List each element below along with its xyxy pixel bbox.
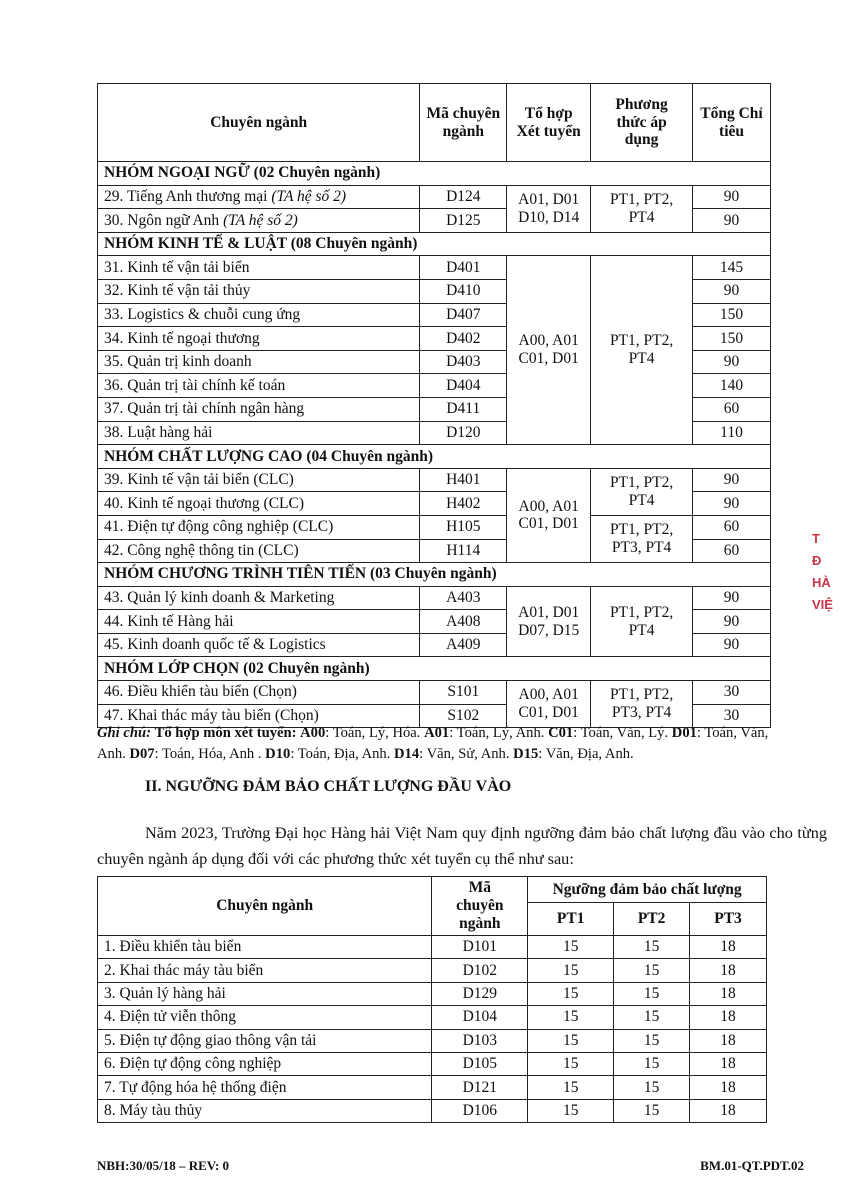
table-row xyxy=(98,515,771,539)
col-header-code-text: Mã chuyên ngành xyxy=(426,104,501,140)
group-row xyxy=(98,445,771,469)
quota-cell: 30 xyxy=(693,681,771,705)
major-code: D410 xyxy=(420,279,507,303)
major-note: (TA hệ số 2) xyxy=(223,211,298,229)
major-name xyxy=(98,681,420,705)
quota-cell: 145 xyxy=(693,256,771,280)
major-name-text: 29. Tiếng Anh thương mại xyxy=(104,187,268,205)
combination-cell: A00, A01 C01, D01 xyxy=(507,256,591,445)
quota-cell: 90 xyxy=(693,468,771,492)
major-name-text: 46. Điều khiển tàu biển (Chọn) xyxy=(104,683,297,701)
stamp-fragment xyxy=(812,528,833,616)
major-code: A408 xyxy=(420,610,507,634)
t2-major-code: D104 xyxy=(432,1006,528,1029)
t2-major-name: 5. Điện tự động giao thông vận tải xyxy=(98,1029,432,1052)
method-cell: PT1, PT2, PT3, PT4 xyxy=(591,515,693,562)
t2-major-name: 3. Quản lý hàng hải xyxy=(98,982,432,1005)
t2-major-name: 2. Khai thác máy tàu biển xyxy=(98,959,432,982)
major-name-text: 47. Khai thác máy tàu biển (Chọn) xyxy=(104,707,319,725)
major-code: S101 xyxy=(420,681,507,705)
major-code: H401 xyxy=(420,468,507,492)
major-code: D402 xyxy=(420,327,507,351)
footer-right: BM.01-QT.PDT.02 xyxy=(700,1158,804,1173)
section-paragraph: Năm 2023, Trường Đại học Hàng hải Việt Nam quy định ngưỡng đảm bảo chất lượng đầu vào cho từng chuyên ngành áp dụng đối với các phương thức xét tuyển cụ thể như sau: xyxy=(97,823,827,868)
major-name xyxy=(98,279,420,303)
major-code: D125 xyxy=(420,209,507,233)
major-name-text: 37. Quản trị tài chính ngân hàng xyxy=(104,400,305,418)
combination-cell: A00, A01 C01, D01 xyxy=(507,468,591,562)
t2-pt2-value: 15 xyxy=(614,1029,690,1052)
t2-col-pt1: PT1 xyxy=(528,903,614,936)
major-name xyxy=(98,539,420,563)
major-name xyxy=(98,209,420,233)
t2-col-pt2: PT2 xyxy=(614,903,690,936)
t2-major-code: D106 xyxy=(432,1099,528,1122)
t2-pt3-value: 18 xyxy=(690,1099,767,1122)
t2-major-code: D103 xyxy=(432,1029,528,1052)
group-title: NHÓM KINH TẾ & LUẬT (08 Chuyên ngành) xyxy=(98,232,771,256)
t2-pt1-value: 15 xyxy=(528,1052,614,1075)
combination-cell: A00, A01 C01, D01 xyxy=(507,681,591,728)
threshold-row xyxy=(98,982,767,1005)
quota-cell: 90 xyxy=(693,185,771,209)
quota-cell: 150 xyxy=(693,327,771,351)
method-cell: PT1, PT2, PT4 xyxy=(591,468,693,515)
major-name-text: 40. Kinh tế ngoại thương (CLC) xyxy=(104,494,304,512)
major-code: A409 xyxy=(420,633,507,657)
major-code: D411 xyxy=(420,397,507,421)
t2-col-major: Chuyên ngành xyxy=(98,877,432,936)
major-name xyxy=(98,633,420,657)
method-cell: PT1, PT2, PT3, PT4 xyxy=(591,681,693,728)
t2-pt2-value: 15 xyxy=(614,1099,690,1122)
quota-cell: 60 xyxy=(693,539,771,563)
t2-pt1-value: 15 xyxy=(528,959,614,982)
major-name-text: 41. Điện tự động công nghiệp (CLC) xyxy=(104,518,334,536)
major-code: D124 xyxy=(420,185,507,209)
t2-major-code: D102 xyxy=(432,959,528,982)
threshold-row xyxy=(98,936,767,959)
col-header-method-text: Phương thức áp dụng xyxy=(615,95,668,149)
combination-note xyxy=(97,723,797,765)
t2-col-pt3: PT3 xyxy=(690,903,767,936)
note-intro: Tổ hợp môn xét tuyển: xyxy=(154,725,297,741)
note-subjects: : Toán, Lý, Hóa. xyxy=(325,725,425,741)
major-code: H114 xyxy=(420,539,507,563)
major-name-text: 38. Luật hàng hải xyxy=(104,423,213,441)
quota-cell: 110 xyxy=(693,421,771,445)
t2-major-code: D129 xyxy=(432,982,528,1005)
major-code: A403 xyxy=(420,586,507,610)
t2-col-code-text: Mã chuyên ngành xyxy=(456,879,504,932)
t2-major-code: D105 xyxy=(432,1052,528,1075)
t2-major-code: D101 xyxy=(432,936,528,959)
group-row xyxy=(98,563,771,587)
note-subjects: : Toán, Hóa, Anh . xyxy=(154,746,266,762)
quality-threshold-table xyxy=(97,876,767,1123)
threshold-row xyxy=(98,1052,767,1075)
note-subjects: : Văn, Sử, Anh. xyxy=(419,746,514,762)
combination-cell: A01, D01 D07, D15 xyxy=(507,586,591,657)
t2-pt1-value: 15 xyxy=(528,1006,614,1029)
group-row xyxy=(98,232,771,256)
major-name-text: 33. Logistics & chuỗi cung ứng xyxy=(104,305,301,323)
quota-cell: 60 xyxy=(693,515,771,539)
threshold-table-body xyxy=(98,936,767,1123)
major-code: D404 xyxy=(420,374,507,398)
t2-pt3-value: 18 xyxy=(690,1006,767,1029)
t2-pt2-value: 15 xyxy=(614,1076,690,1099)
table-row xyxy=(98,185,771,209)
major-code: H402 xyxy=(420,492,507,516)
t2-pt1-value: 15 xyxy=(528,982,614,1005)
group-row xyxy=(98,162,771,186)
major-name-text: 32. Kinh tế vận tải thủy xyxy=(104,282,251,300)
note-code: A00 xyxy=(300,725,326,741)
stamp-text: Đ xyxy=(812,553,822,568)
group-title: NHÓM CHẤT LƯỢNG CAO (04 Chuyên ngành) xyxy=(98,445,771,469)
t2-pt3-value: 18 xyxy=(690,1029,767,1052)
t2-major-code: D121 xyxy=(432,1076,528,1099)
note-subjects: : Toán, Văn, Anh. xyxy=(97,725,769,762)
group-title: NHÓM NGOẠI NGỮ (02 Chuyên ngành) xyxy=(98,162,771,186)
table-row xyxy=(98,256,771,280)
admission-quota-table xyxy=(97,83,771,728)
quota-cell: 90 xyxy=(693,209,771,233)
t2-pt1-value: 15 xyxy=(528,1099,614,1122)
stamp-text: VIỆ xyxy=(812,597,833,612)
method-cell: PT1, PT2, PT4 xyxy=(591,256,693,445)
t2-pt2-value: 15 xyxy=(614,982,690,1005)
combination-cell: A01, D01 D10, D14 xyxy=(507,185,591,232)
t2-major-name: 6. Điện tự động công nghiệp xyxy=(98,1052,432,1075)
col-header-combination xyxy=(507,84,591,162)
quota-cell: 60 xyxy=(693,397,771,421)
major-name xyxy=(98,303,420,327)
quota-cell: 150 xyxy=(693,303,771,327)
major-name xyxy=(98,185,420,209)
t2-major-name: 4. Điện tử viễn thông xyxy=(98,1006,432,1029)
threshold-row xyxy=(98,1076,767,1099)
t2-pt3-value: 18 xyxy=(690,1052,767,1075)
major-code: D407 xyxy=(420,303,507,327)
section-title: II. NGƯỠNG ĐẢM BẢO CHẤT LƯỢNG ĐẦU VÀO xyxy=(145,778,512,795)
major-name xyxy=(98,350,420,374)
major-name xyxy=(98,492,420,516)
major-name-text: 39. Kinh tế vận tải biển (CLC) xyxy=(104,471,294,489)
t2-pt2-value: 15 xyxy=(614,959,690,982)
table-row xyxy=(98,681,771,705)
major-name-text: 31. Kinh tế vận tải biển xyxy=(104,258,250,276)
note-code: D10 xyxy=(265,746,291,762)
threshold-row xyxy=(98,959,767,982)
major-name xyxy=(98,468,420,492)
t2-pt3-value: 18 xyxy=(690,982,767,1005)
note-code: D15 xyxy=(513,746,539,762)
t2-pt1-value: 15 xyxy=(528,1076,614,1099)
quota-cell: 90 xyxy=(693,586,771,610)
method-cell: PT1, PT2, PT4 xyxy=(591,185,693,232)
major-code: D120 xyxy=(420,421,507,445)
t2-pt3-value: 18 xyxy=(690,936,767,959)
table-header-row xyxy=(98,84,771,162)
major-name-text: 45. Kinh doanh quốc tế & Logistics xyxy=(104,636,326,654)
major-name xyxy=(98,397,420,421)
major-name xyxy=(98,586,420,610)
col-header-code xyxy=(420,84,507,162)
t2-pt3-value: 18 xyxy=(690,959,767,982)
major-code: D403 xyxy=(420,350,507,374)
quota-cell: 90 xyxy=(693,350,771,374)
note-subjects: : Toán, Văn, Lý. xyxy=(573,725,672,741)
note-code: C01 xyxy=(548,725,574,741)
major-name xyxy=(98,327,420,351)
major-code: H105 xyxy=(420,515,507,539)
quota-cell: 90 xyxy=(693,279,771,303)
major-name xyxy=(98,256,420,280)
note-code: D07 xyxy=(129,746,155,762)
footer-left: NBH:30/05/18 – REV: 0 xyxy=(97,1158,230,1173)
col-header-method xyxy=(591,84,693,162)
table-row xyxy=(98,586,771,610)
threshold-row xyxy=(98,1099,767,1122)
t2-pt2-value: 15 xyxy=(614,1006,690,1029)
stamp-text: T xyxy=(812,531,820,546)
method-cell: PT1, PT2, PT4 xyxy=(591,586,693,657)
major-code: S102 xyxy=(420,704,507,728)
note-code: D14 xyxy=(394,746,420,762)
major-code: D401 xyxy=(420,256,507,280)
threshold-header-row xyxy=(98,877,767,903)
threshold-row xyxy=(98,1006,767,1029)
t2-major-name: 1. Điều khiển tàu biển xyxy=(98,936,432,959)
col-header-quota xyxy=(693,84,771,162)
t2-col-code xyxy=(432,877,528,936)
t2-pt2-value: 15 xyxy=(614,936,690,959)
major-note: (TA hệ số 2) xyxy=(271,187,347,205)
quota-table-body xyxy=(98,162,771,728)
quota-cell: 140 xyxy=(693,374,771,398)
note-label: Ghi chú: xyxy=(97,725,151,741)
major-name xyxy=(98,374,420,398)
quota-cell: 90 xyxy=(693,492,771,516)
group-title: NHÓM LỚP CHỌN (02 Chuyên ngành) xyxy=(98,657,771,681)
major-name-text: 44. Kinh tế Hàng hải xyxy=(104,612,234,630)
major-name xyxy=(98,421,420,445)
threshold-row xyxy=(98,1029,767,1052)
group-row xyxy=(98,657,771,681)
t2-major-name: 8. Máy tàu thủy xyxy=(98,1099,432,1122)
t2-major-name: 7. Tự động hóa hệ thống điện xyxy=(98,1076,432,1099)
note-subjects: : Văn, Địa, Anh. xyxy=(538,746,634,762)
group-title: NHÓM CHƯƠNG TRÌNH TIÊN TIẾN (03 Chuyên ngành) xyxy=(98,563,771,587)
t2-pt3-value: 18 xyxy=(690,1076,767,1099)
major-name-text: 35. Quản trị kinh doanh xyxy=(104,353,252,371)
quota-cell: 30 xyxy=(693,704,771,728)
col-header-combination-text: Tổ hợp Xét tuyển xyxy=(516,104,581,140)
major-name-text: 30. Ngôn ngữ Anh xyxy=(104,211,220,229)
col-header-major: Chuyên ngành xyxy=(98,84,420,162)
col-header-quota-text: Tổng Chỉ tiêu xyxy=(700,104,763,140)
note-code: A01 xyxy=(424,725,450,741)
t2-pt1-value: 15 xyxy=(528,1029,614,1052)
note-code: D01 xyxy=(671,725,697,741)
note-subjects: : Toán, Lý, Anh. xyxy=(449,725,549,741)
stamp-text: HÀ xyxy=(812,575,831,590)
major-name-text: 42. Công nghệ thông tin (CLC) xyxy=(104,541,299,559)
major-name-text: 43. Quản lý kinh doanh & Marketing xyxy=(104,589,335,607)
major-name xyxy=(98,515,420,539)
quota-cell: 90 xyxy=(693,610,771,634)
note-subjects: : Toán, Địa, Anh. xyxy=(290,746,395,762)
major-name xyxy=(98,610,420,634)
major-name-text: 36. Quản trị tài chính kế toán xyxy=(104,376,286,394)
quota-cell: 90 xyxy=(693,633,771,657)
t2-pt2-value: 15 xyxy=(614,1052,690,1075)
table-row xyxy=(98,468,771,492)
major-name-text: 34. Kinh tế ngoại thương xyxy=(104,329,260,347)
t2-col-threshold: Ngưỡng đảm bảo chất lượng xyxy=(528,877,767,903)
t2-pt1-value: 15 xyxy=(528,936,614,959)
